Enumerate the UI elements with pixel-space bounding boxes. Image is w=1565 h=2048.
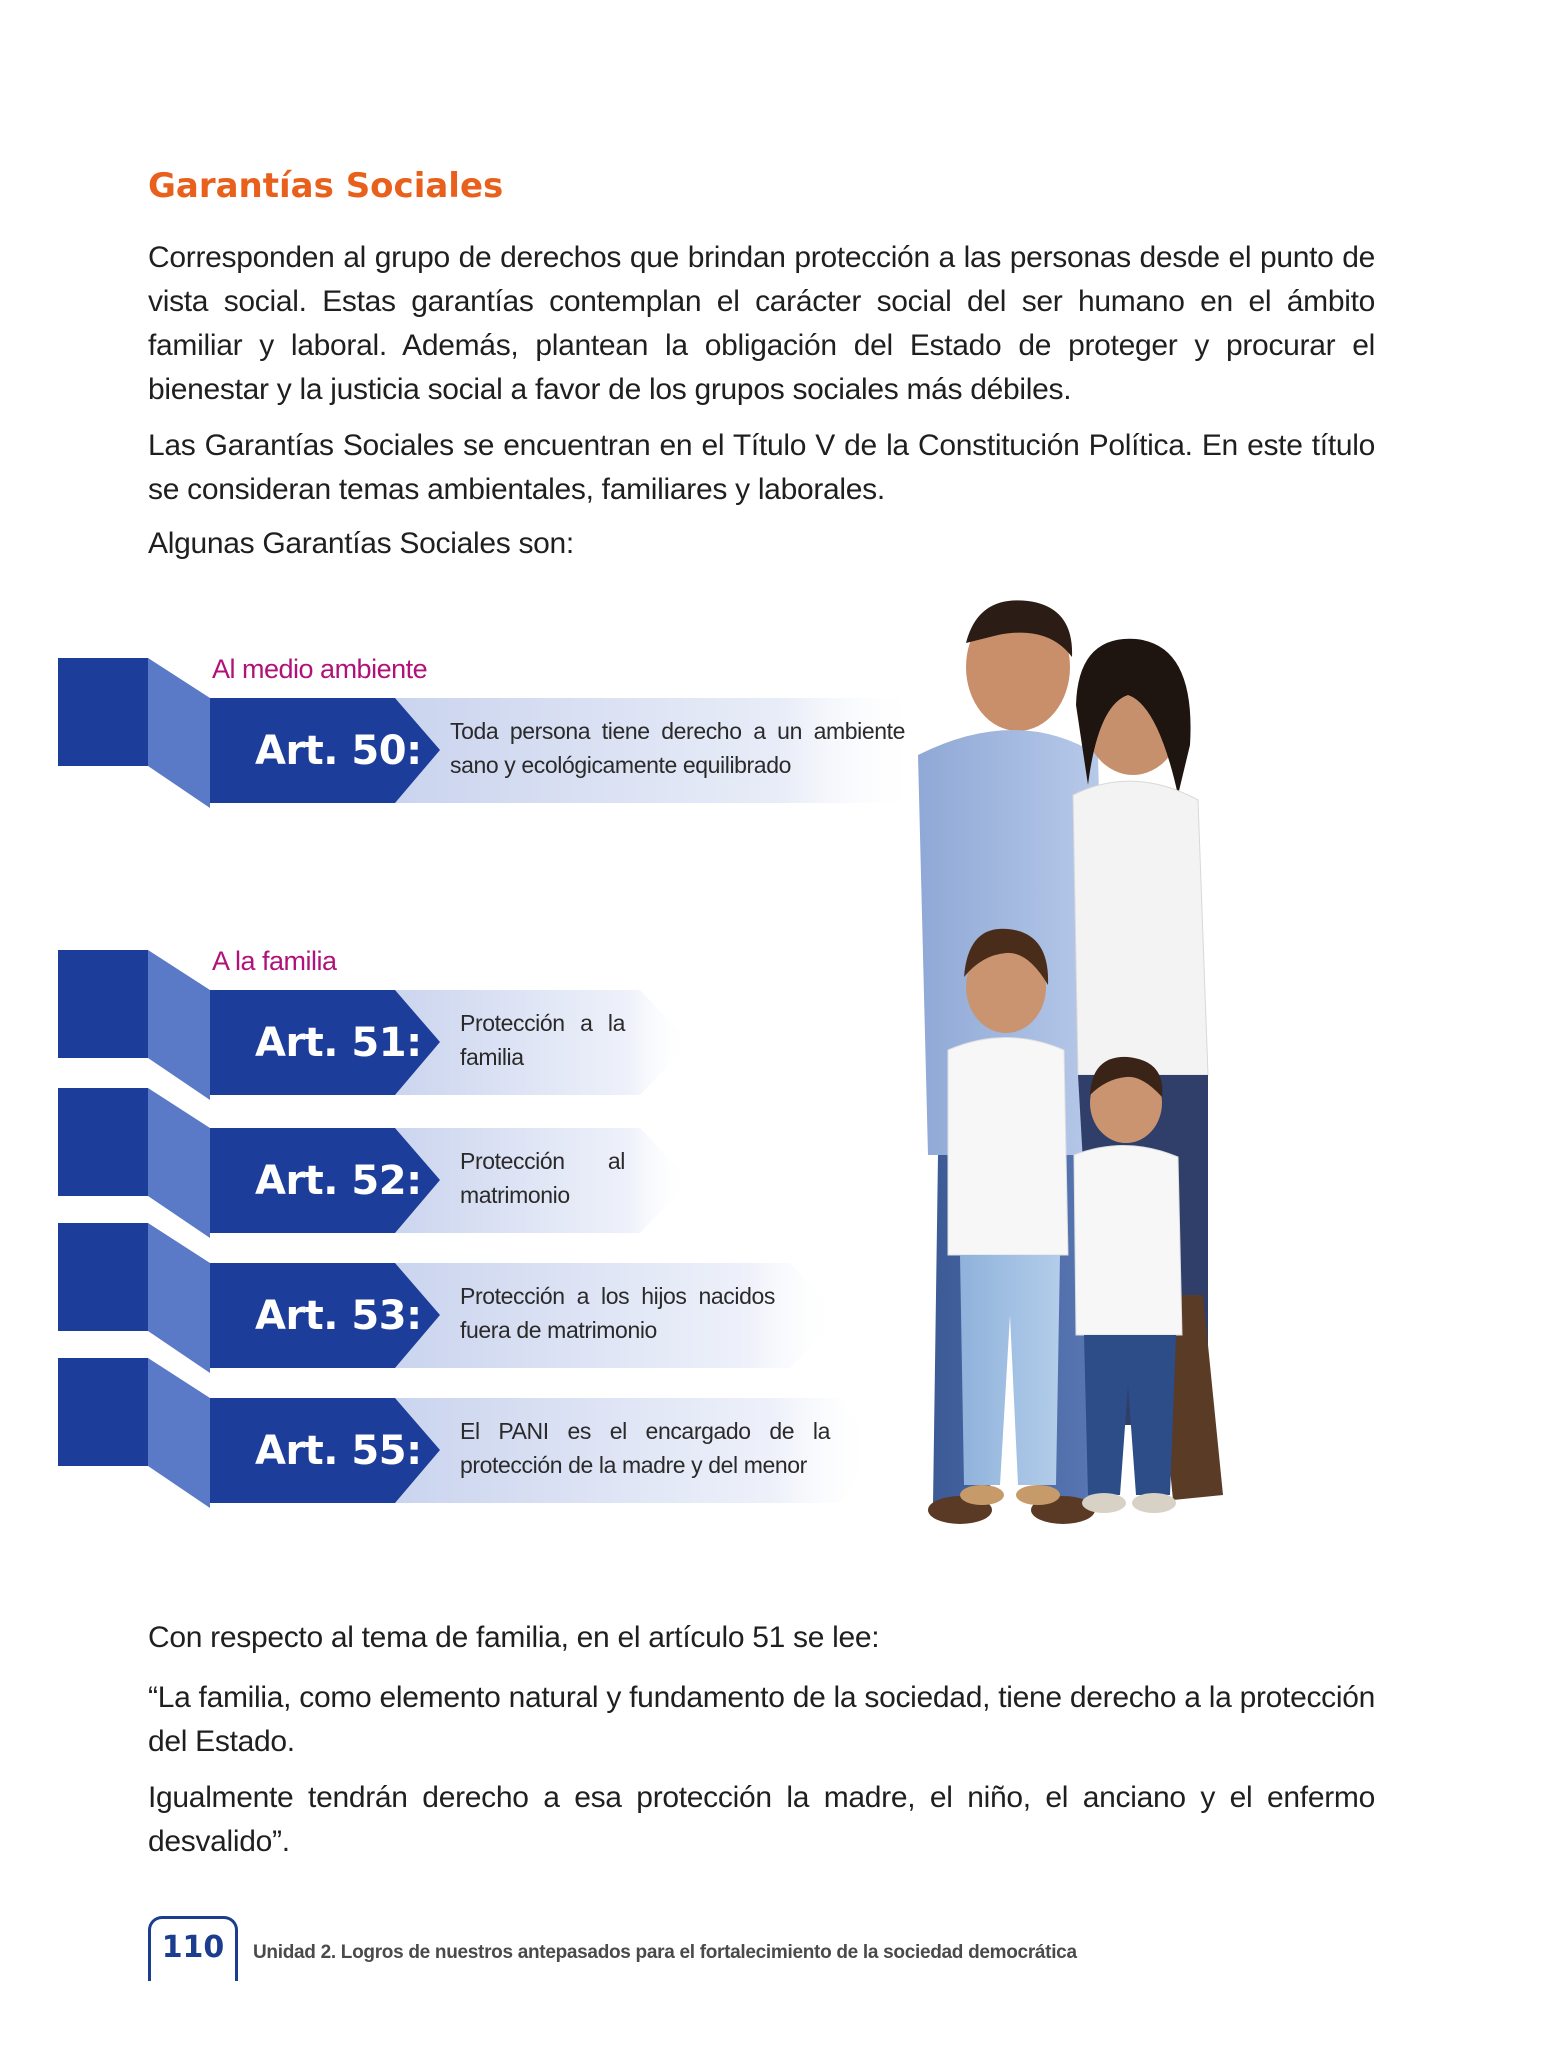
quote-paragraph-1: “La familia, como elemento natural y fundamento de la sociedad, tiene derecho a la protección del Estado. — [148, 1681, 1375, 1758]
intro-paragraph-1: Corresponden al grupo de derechos que brindan protección a las personas desde el punto de vista social. Estas garantías contemplan el carácter social del ser humano en el ámbito familiar y laboral. Además, plantean la obligación del Estado de proteger y procurar el bienestar y la justicia social a favor de los grupos sociales más débiles. — [148, 241, 1375, 406]
article-number: Art. 55: — [255, 1428, 422, 1474]
article-number: Art. 53: — [255, 1293, 422, 1339]
article-row-51 — [0, 950, 1565, 1090]
article-description-line: matrimonio — [460, 1182, 570, 1208]
page-title: Garantías Sociales — [148, 166, 504, 206]
article-description-line: familia — [460, 1044, 524, 1070]
closing-paragraph-1: Con respecto al tema de familia, en el artículo 51 se lee: — [148, 1621, 880, 1654]
quote-paragraph-2: Igualmente tendrán derecho a esa protección la madre, el niño, el anciano y el enfermo desvalido”. — [148, 1781, 1375, 1858]
article-description — [460, 1006, 625, 1074]
article-description-line: sano y ecológicamente equilibrado — [450, 752, 791, 778]
section-label-family: A la familia — [212, 946, 337, 976]
page-number: 110 — [161, 1930, 225, 1965]
footer-unit-title: Unidad 2. Logros de nuestros antepasados para el fortalecimiento de la sociedad democrática — [253, 1942, 1077, 1963]
article-number: Art. 52: — [255, 1158, 422, 1204]
article-description-line: Protección a los hijos nacidos — [460, 1283, 775, 1309]
article-description — [450, 714, 905, 782]
intro-paragraph-2: Las Garantías Sociales se encuentran en el Título V de la Constitución Política. En este título se consideran temas ambientales, familiares y laborales. — [148, 429, 1375, 506]
article-description-line: protección de la madre y del menor — [460, 1452, 807, 1478]
intro-paragraph-3: Algunas Garantías Sociales son: — [148, 527, 574, 560]
article-number: Art. 50: — [255, 728, 422, 774]
article-description-line: Protección al — [460, 1148, 625, 1174]
article-number: Art. 51: — [255, 1020, 422, 1066]
article-description-line: fuera de matrimonio — [460, 1317, 657, 1343]
section-label-environment: Al medio ambiente — [212, 654, 428, 684]
article-row-53 — [0, 1223, 1565, 1363]
article-description — [460, 1144, 625, 1212]
article-description — [460, 1279, 775, 1347]
article-description-line: Protección a la — [460, 1010, 625, 1036]
article-description-line: El PANI es el encargado de la — [460, 1418, 830, 1444]
article-row-52 — [0, 1088, 1565, 1228]
article-row-50 — [0, 658, 1565, 798]
article-description — [460, 1414, 830, 1482]
article-description-line: Toda persona tiene derecho a un ambiente — [450, 718, 905, 744]
article-row-55 — [0, 1358, 1565, 1498]
